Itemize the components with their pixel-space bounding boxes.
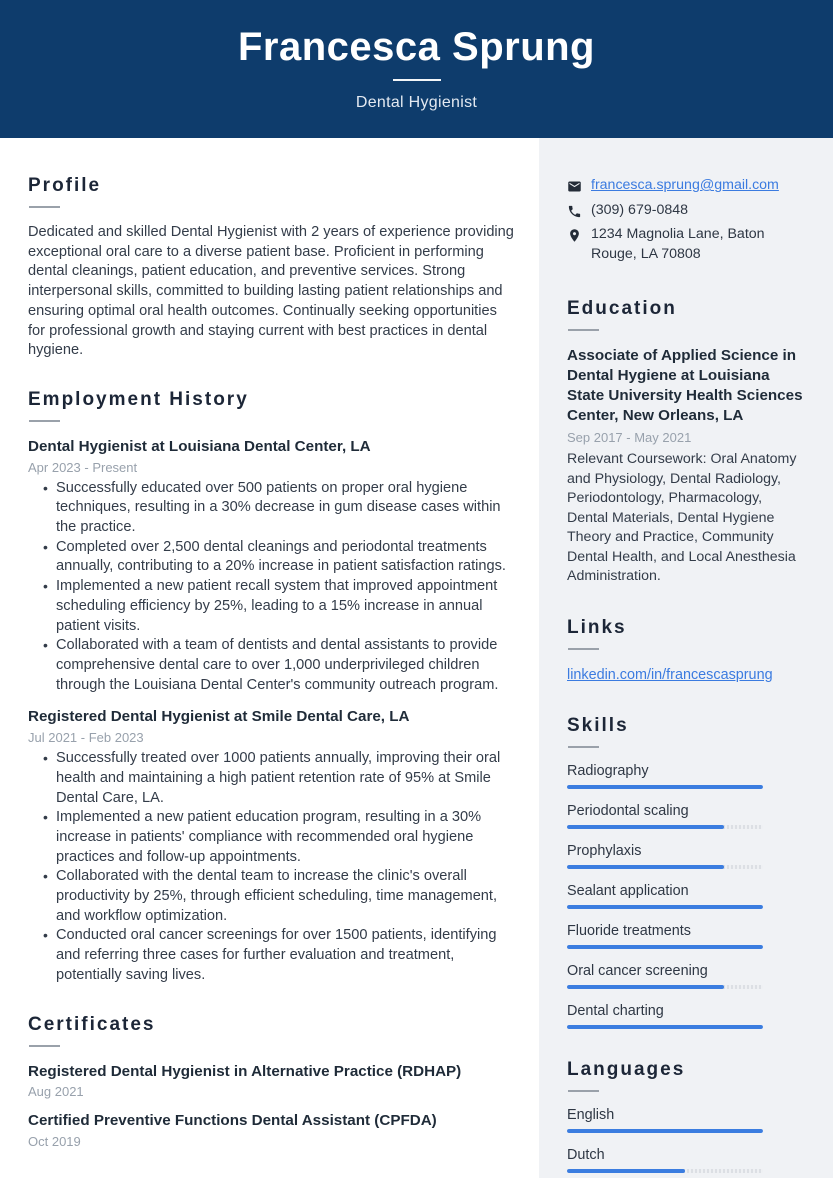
job-bullet: • Completed over 2,500 dental cleanings and periodontal treatments annually, contributing to a 20% increase in patient satisfaction ratings. <box>56 538 515 577</box>
language-name: Dutch <box>567 1146 605 1163</box>
job-bullet: • Collaborated with the dental team to increase the clinic's overall productivity by 25%, through efficient scheduling, time management, and workflow optimization. <box>56 867 515 926</box>
skill-level-bar <box>567 905 763 909</box>
sidebar-column <box>539 138 833 1178</box>
job-dates: Apr 2023 - Present <box>28 459 138 475</box>
profile-heading: Profile <box>28 175 102 196</box>
profile-text: Dedicated and skilled Dental Hygienist with 2 years of experience providing exceptional oral care to a diverse patient base. Proficient in performing dental cleanings, patient education, and preventive services. Strong interpersonal skills, committed to building lasting patient relationships and ensuring optimal oral health outcomes. Continually seeking opportunities for professional growth and staying current with best practices in dental hygiene. <box>28 224 514 359</box>
skill-item <box>567 923 805 949</box>
language-item <box>567 1147 805 1173</box>
links-section <box>567 617 805 685</box>
section-divider <box>568 329 599 331</box>
section-divider <box>29 206 60 208</box>
skill-item <box>567 1003 805 1029</box>
job-bullet: • Successfully educated over 500 patients on proper oral hygiene techniques, resulting in a 30% decrease in gum disease cases within the practice. <box>56 479 515 538</box>
certificate-date: Oct 2019 <box>28 1134 81 1150</box>
degree-title: Associate of Applied Science in Dental Hygiene at Louisiana State University Health Sciences Center, New Orleans, LA <box>567 347 803 424</box>
certificate-entry <box>28 1062 515 1100</box>
certificate-date: Aug 2021 <box>28 1084 84 1100</box>
education-section <box>567 298 805 587</box>
email-icon <box>567 179 582 194</box>
job-bullet: • Successfully treated over 1000 patients annually, improving their oral health and maintaining a high patient retention rate of 95% at Smile Dental Care, LA. <box>56 749 515 808</box>
skill-item <box>567 883 805 909</box>
address-text: 1234 Magnolia Lane, Baton Rouge, LA 70808 <box>591 226 765 262</box>
skill-name: Fluoride treatments <box>567 922 691 939</box>
job-bullet-list <box>28 479 515 696</box>
phone-icon <box>567 204 582 219</box>
job-entry <box>28 437 515 695</box>
skill-name: Radiography <box>567 762 649 779</box>
job-bullet: • Collaborated with a team of dentists and dental assistants to provide comprehensive dental care to over 1,000 underprivileged children through the Louisiana Dental Center's community outreach program. <box>56 636 515 695</box>
skills-heading: Skills <box>567 714 629 736</box>
contact-address-row <box>567 225 805 264</box>
language-level-bar <box>567 1129 763 1133</box>
skill-item <box>567 843 805 869</box>
skill-name: Dental charting <box>567 1002 664 1019</box>
job-bullet: • Implemented a new patient education program, resulting in a 30% increase in patients' compliance with recommended oral hygiene practices and follow-up appointments. <box>56 808 515 867</box>
section-divider <box>29 1045 60 1047</box>
skill-level-bar <box>567 945 763 949</box>
contact-block <box>567 176 805 264</box>
education-description: Relevant Coursework: Oral Anatomy and Physiology, Dental Radiology, Periodontology, Pharmacology, Dental Materials, Dental Hygiene Theory and Practice, Community Dental Health, and Local Anesthesia Administration. <box>567 451 797 584</box>
skill-level-bar <box>567 825 763 829</box>
main-column <box>0 138 539 1178</box>
name-underline-rule <box>393 79 441 81</box>
phone-number: (309) 679-0848 <box>591 201 689 218</box>
skill-item <box>567 803 805 829</box>
language-level-bar <box>567 1169 763 1173</box>
person-job-title: Dental Hygienist <box>355 94 478 111</box>
employment-heading: Employment History <box>28 388 249 410</box>
job-bullet: • Implemented a new patient recall system that improved appointment scheduling efficiency by 25%, leading to a 15% increase in annual patient visits. <box>56 577 515 636</box>
certificate-title: Certified Preventive Functions Dental Assistant (CPFDA) <box>28 1112 437 1130</box>
employment-section <box>28 389 515 986</box>
certificate-title: Registered Dental Hygienist in Alternative Practice (RDHAP) <box>28 1062 462 1080</box>
person-name: Francesca Sprung <box>237 25 595 69</box>
languages-heading: Languages <box>567 1058 686 1080</box>
job-entry <box>28 707 515 985</box>
profile-section <box>28 175 515 361</box>
certificates-heading: Certificates <box>28 1013 156 1035</box>
skill-level-bar <box>567 1025 763 1029</box>
language-item <box>567 1107 805 1133</box>
skill-name: Prophylaxis <box>567 842 642 859</box>
education-dates: Sep 2017 - May 2021 <box>567 430 692 445</box>
section-divider <box>568 648 599 650</box>
skill-name: Sealant application <box>567 882 689 899</box>
job-bullet: • Conducted oral cancer screenings for over 1500 patients, identifying and referring three cases for further evaluation and treatment, potentially saving lives. <box>56 926 515 985</box>
skill-item <box>567 963 805 989</box>
section-divider <box>568 1090 599 1092</box>
job-dates: Jul 2021 - Feb 2023 <box>28 730 144 746</box>
skill-level-bar <box>567 785 763 789</box>
languages-section <box>567 1059 805 1173</box>
skills-section <box>567 715 805 1029</box>
job-bullet-list <box>28 749 515 985</box>
email-link[interactable]: francesca.sprung@gmail.com <box>591 177 779 193</box>
skill-item <box>567 763 805 789</box>
certificate-entry <box>28 1111 515 1149</box>
resume-header <box>0 0 833 138</box>
skill-name: Oral cancer screening <box>567 962 708 979</box>
links-heading: Links <box>567 616 627 638</box>
skill-level-bar <box>567 865 763 869</box>
skill-level-bar <box>567 985 763 989</box>
language-name: English <box>567 1106 615 1123</box>
contact-email-row <box>567 176 805 196</box>
location-pin-icon <box>567 228 582 243</box>
skill-name: Periodontal scaling <box>567 802 689 819</box>
education-heading: Education <box>567 298 677 319</box>
certificates-section <box>28 1014 515 1150</box>
section-divider <box>29 420 60 422</box>
job-title: Dental Hygienist at Louisiana Dental Center, LA <box>28 437 371 455</box>
section-divider <box>568 746 599 748</box>
linkedin-link[interactable]: linkedin.com/in/francescasprung <box>567 666 773 683</box>
contact-phone-row <box>567 201 805 221</box>
job-title: Registered Dental Hygienist at Smile Dental Care, LA <box>28 708 410 726</box>
